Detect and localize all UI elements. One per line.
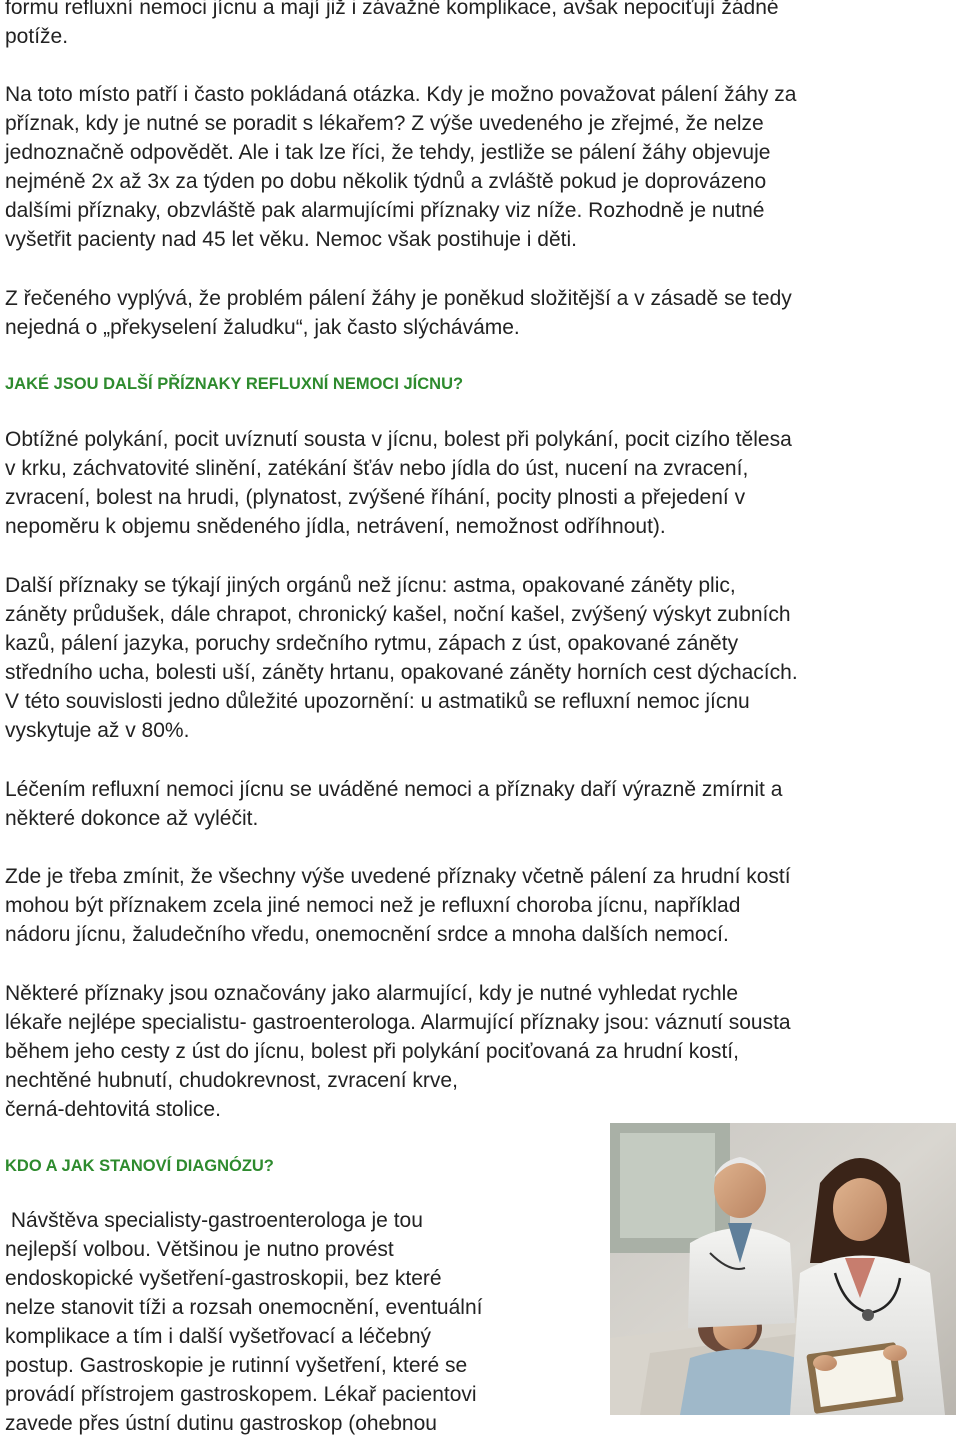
text-line: černá-dehtovitá stolice.	[5, 1098, 221, 1121]
paragraph-differential	[5, 862, 791, 949]
text-line: Další příznaky se týkají jiných orgánů než jícnu: astma, opakované záněty plic,	[5, 574, 736, 597]
paragraph-other-organs	[5, 571, 798, 745]
text-line: zvracení, bolest na hrudi, (plynatost, zvýšené říhání, pocity plnosti a přejedení v	[5, 486, 746, 509]
text-line: Na toto místo patří i často pokládaná otázka. Kdy je možno považovat pálení žáhy za	[5, 83, 797, 106]
text-line: vyšetřit pacienty nad 45 let věku. Nemoc však postihuje i děti.	[5, 228, 577, 251]
text-line: nejméně 2x až 3x za týden po dobu několik týdnů a zvláště pokud je doprovázeno	[5, 170, 767, 193]
text-line: Léčením refluxní nemoci jícnu se uváděné nemoci a příznaky daří výrazně zmírnit a	[5, 778, 783, 801]
text-line: středního ucha, bolesti uší, záněty hrtanu, opakované záněty horních cest dýchacích.	[5, 661, 798, 684]
text-line: lékaře nejlépe specialistu- gastroenterologa. Alarmující příznaky jsou: váznutí sousta	[5, 1011, 791, 1034]
text-line: některé dokonce až vyléčit.	[5, 807, 259, 830]
text-line: jednoznačně odpovědět. Ale i tak lze říci, že tehdy, jestliže se pálení žáhy objevuje	[5, 141, 771, 164]
text-line: mohou být příznakem zcela jiné nemoci než je refluxní choroba jícnu, například	[5, 894, 741, 917]
text-line: komplikace a tím i další vyšetřovací a léčebný	[5, 1325, 432, 1348]
text-line: endoskopické vyšetření-gastroskopii, bez které	[5, 1267, 442, 1290]
paragraph-diagnosis	[5, 1206, 482, 1438]
paragraph-conclusion	[5, 284, 792, 342]
text-line: Návštěva specialisty-gastroenterologa je tou	[5, 1209, 423, 1232]
text-line: nejedná o „překyselení žaludku“, jak často slýcháváme.	[5, 316, 520, 339]
text-line: Obtížné polykání, pocit uvíznutí sousta v jícnu, bolest při polykání, pocit cizího tělesa	[5, 428, 792, 451]
text-line: dalšími příznaky, obzvláště pak alarmujícími příznaky viz níže. Rozhodně je nutné	[5, 199, 765, 222]
text-line: záněty průdušek, dále chrapot, chronický kašel, noční kašel, zvýšený výskyt zubních	[5, 603, 791, 626]
text-line: nádoru jícnu, žaludečního vředu, onemocnění srdce a mnoha dalších nemocí.	[5, 923, 729, 946]
text-line: potíže.	[5, 25, 69, 48]
text-line: nechtěné hubnutí, chudokrevnost, zvracení krve,	[5, 1069, 458, 1092]
section-heading-symptoms: JAKÉ JSOU DALŠÍ PŘÍZNAKY REFLUXNÍ NEMOCI JÍCNU?	[5, 375, 464, 393]
text-line: Některé příznaky jsou označovány jako alarmující, kdy je nutné vyhledat rychle	[5, 982, 739, 1005]
paragraph-intro-continuation	[5, 0, 779, 51]
text-line: formu refluxní nemoci jícnu a mají již i závažné komplikace, avšak nepociťují žádné	[5, 0, 779, 19]
text-line: provádí přístrojem gastroskopem. Lékař pacientovi	[5, 1383, 477, 1406]
text-line: zavede přes ústní dutinu gastroskop (ohebnou	[5, 1412, 437, 1435]
photo-doctors-with-patient-icon	[610, 1123, 956, 1415]
text-line: nepoměru k objemu snědeného jídla, netrávení, nemožnost odříhnout).	[5, 515, 666, 538]
text-line: V této souvislosti jedno důležité upozornění: u astmatiků se refluxní nemoc jícnu	[5, 690, 750, 713]
text-line: kazů, pálení jazyka, poruchy srdečního rytmu, zápach z úst, opakované záněty	[5, 632, 739, 655]
text-line: během jeho cesty z úst do jícnu, bolest při polykání pociťovaná za hrudní kostí,	[5, 1040, 739, 1063]
text-line: postup. Gastroskopie je rutinní vyšetření, které se	[5, 1354, 468, 1377]
section-heading-diagnosis: KDO A JAK STANOVÍ DIAGNÓZU?	[5, 1157, 274, 1175]
text-line: příznak, kdy je nutné se poradit s lékařem? Z výše uvedeného je zřejmé, že nelze	[5, 112, 764, 135]
paragraph-symptoms	[5, 425, 792, 541]
paragraph-alarm-symptoms	[5, 979, 791, 1124]
text-line: nelze stanovit tíži a rozsah onemocnění, eventuální	[5, 1296, 483, 1319]
text-line: v krku, záchvatovité slinění, zatékání šťáv nebo jídla do úst, nucení na zvracení,	[5, 457, 749, 480]
text-line: vyskytuje až v 80%.	[5, 719, 190, 742]
text-line: Zde je třeba zmínit, že všechny výše uvedené příznaky včetně pálení za hrudní kostí	[5, 865, 791, 888]
text-line: Z řečeného vyplývá, že problém pálení žáhy je poněkud složitější a v zásadě se tedy	[5, 287, 792, 310]
paragraph-treatment	[5, 775, 782, 833]
paragraph-when-consult-doctor	[5, 80, 796, 254]
text-line: nejlepší volbou. Většinou je nutno provést	[5, 1238, 394, 1261]
